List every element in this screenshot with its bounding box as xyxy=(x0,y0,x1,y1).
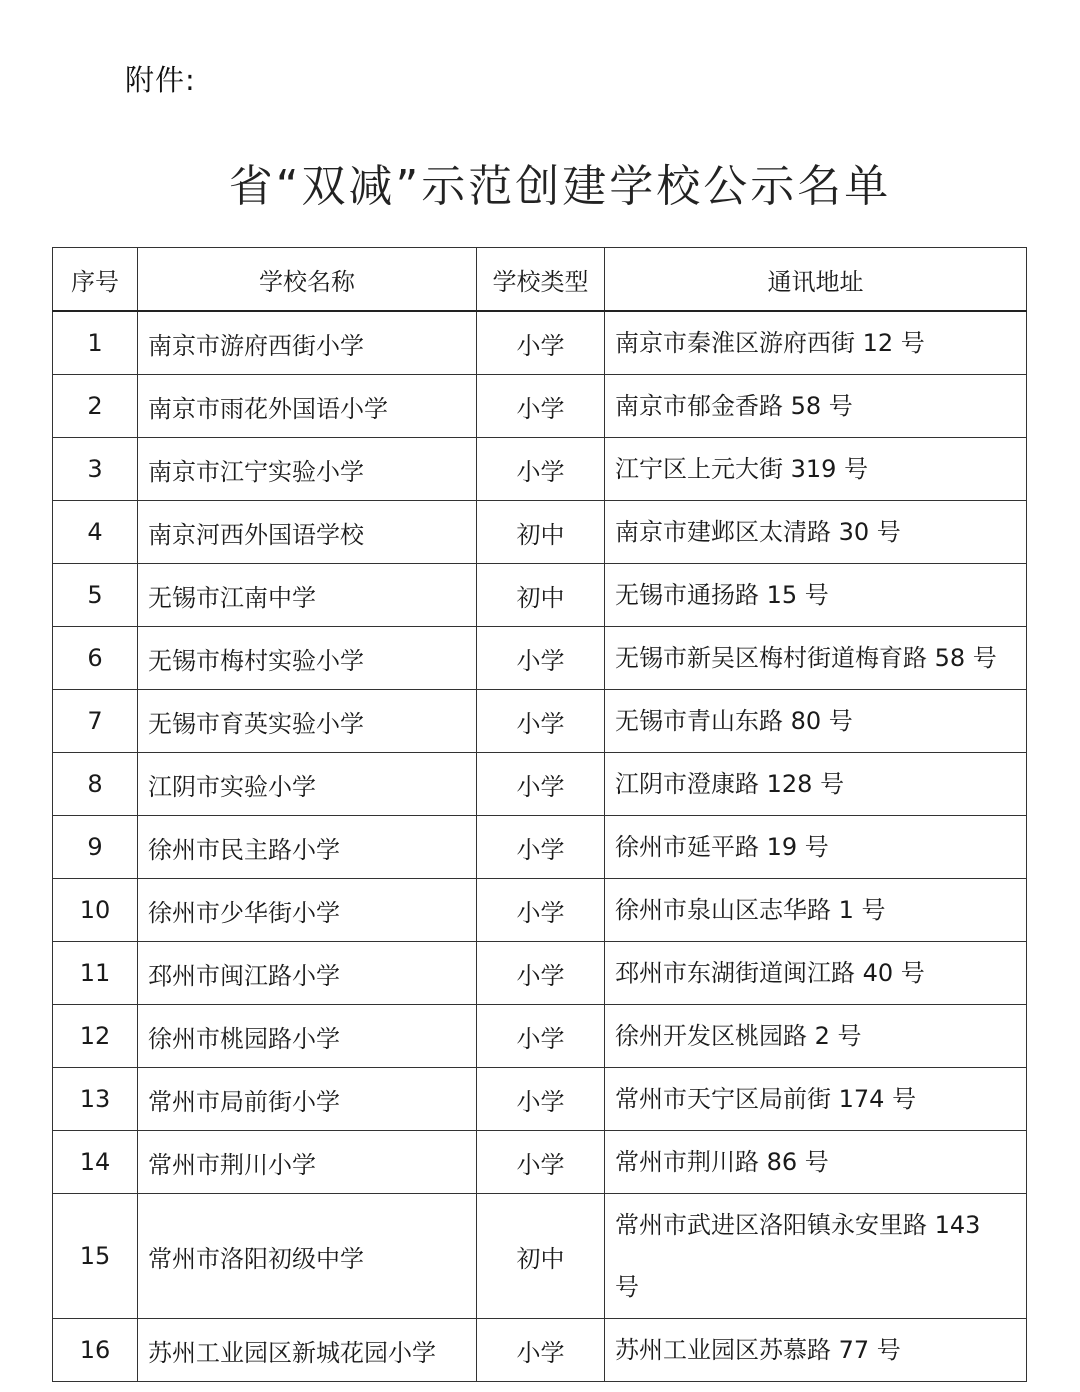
school-type: 初中 xyxy=(477,564,605,627)
school-type: 小学 xyxy=(477,879,605,942)
row-number: 1 xyxy=(53,311,138,375)
school-type: 小学 xyxy=(477,311,605,375)
school-name: 南京河西外国语学校 xyxy=(138,501,477,564)
row-number: 12 xyxy=(53,1005,138,1068)
table-row xyxy=(53,690,1027,753)
school-type: 初中 xyxy=(477,1194,605,1319)
school-address: 常州市天宁区局前街 174 号 xyxy=(605,1068,1027,1131)
school-address: 邳州市东湖街道闽江路 40 号 xyxy=(605,942,1027,1005)
school-address: 无锡市新吴区梅村街道梅育路 58 号 xyxy=(605,627,1027,690)
table-row xyxy=(53,1068,1027,1131)
school-address: 南京市建邺区太清路 30 号 xyxy=(605,501,1027,564)
table-row xyxy=(53,311,1027,375)
table-row xyxy=(53,1194,1027,1319)
table-row xyxy=(53,816,1027,879)
school-name: 苏州工业园区新城花园小学 xyxy=(138,1319,477,1382)
row-number: 9 xyxy=(53,816,138,879)
attachment-label: 附件: xyxy=(125,63,196,97)
school-type: 小学 xyxy=(477,627,605,690)
school-type: 小学 xyxy=(477,942,605,1005)
row-number: 11 xyxy=(53,942,138,1005)
school-name: 常州市局前街小学 xyxy=(138,1068,477,1131)
table-row xyxy=(53,375,1027,438)
school-address: 常州市武进区洛阳镇永安里路 143 号 xyxy=(605,1194,1027,1319)
table-row xyxy=(53,501,1027,564)
table-row xyxy=(53,627,1027,690)
row-number: 2 xyxy=(53,375,138,438)
school-name: 南京市游府西街小学 xyxy=(138,311,477,375)
row-number: 4 xyxy=(53,501,138,564)
school-type: 初中 xyxy=(477,501,605,564)
school-address: 南京市秦淮区游府西街 12 号 xyxy=(605,311,1027,375)
school-type: 小学 xyxy=(477,816,605,879)
school-address: 徐州市延平路 19 号 xyxy=(605,816,1027,879)
school-name: 无锡市育英实验小学 xyxy=(138,690,477,753)
school-name: 无锡市梅村实验小学 xyxy=(138,627,477,690)
school-type: 小学 xyxy=(477,1068,605,1131)
row-number: 16 xyxy=(53,1319,138,1382)
school-address: 徐州市泉山区志华路 1 号 xyxy=(605,879,1027,942)
table-row xyxy=(53,1131,1027,1194)
school-address: 苏州工业园区苏慕路 77 号 xyxy=(605,1319,1027,1382)
header-school-type: 学校类型 xyxy=(477,248,605,312)
school-type: 小学 xyxy=(477,1131,605,1194)
document-title: 省“双减”示范创建学校公示名单 xyxy=(228,161,892,212)
school-type: 小学 xyxy=(477,690,605,753)
header-address: 通讯地址 xyxy=(605,248,1027,312)
row-number: 7 xyxy=(53,690,138,753)
table-row xyxy=(53,942,1027,1005)
row-number: 5 xyxy=(53,564,138,627)
school-type: 小学 xyxy=(477,753,605,816)
school-address: 江阴市澄康路 128 号 xyxy=(605,753,1027,816)
school-name: 邳州市闽江路小学 xyxy=(138,942,477,1005)
school-name: 徐州市少华街小学 xyxy=(138,879,477,942)
school-address: 江宁区上元大街 319 号 xyxy=(605,438,1027,501)
table-header-row xyxy=(53,248,1027,312)
school-type: 小学 xyxy=(477,1319,605,1382)
row-number: 13 xyxy=(53,1068,138,1131)
school-address: 徐州开发区桃园路 2 号 xyxy=(605,1005,1027,1068)
school-name: 江阴市实验小学 xyxy=(138,753,477,816)
school-address: 常州市荆川路 86 号 xyxy=(605,1131,1027,1194)
row-number: 3 xyxy=(53,438,138,501)
school-name: 常州市洛阳初级中学 xyxy=(138,1194,477,1319)
school-list-table xyxy=(52,247,1027,1382)
row-number: 8 xyxy=(53,753,138,816)
row-number: 14 xyxy=(53,1131,138,1194)
row-number: 10 xyxy=(53,879,138,942)
table-row xyxy=(53,879,1027,942)
header-no: 序号 xyxy=(53,248,138,312)
school-name: 徐州市桃园路小学 xyxy=(138,1005,477,1068)
school-type: 小学 xyxy=(477,375,605,438)
table-row xyxy=(53,438,1027,501)
header-school-name: 学校名称 xyxy=(138,248,477,312)
school-name: 常州市荆川小学 xyxy=(138,1131,477,1194)
school-name: 徐州市民主路小学 xyxy=(138,816,477,879)
school-name: 南京市江宁实验小学 xyxy=(138,438,477,501)
school-type: 小学 xyxy=(477,1005,605,1068)
school-type: 小学 xyxy=(477,438,605,501)
table-row xyxy=(53,1005,1027,1068)
school-address: 无锡市青山东路 80 号 xyxy=(605,690,1027,753)
row-number: 6 xyxy=(53,627,138,690)
table-row xyxy=(53,753,1027,816)
school-address: 南京市郁金香路 58 号 xyxy=(605,375,1027,438)
table-row xyxy=(53,564,1027,627)
table-row xyxy=(53,1319,1027,1382)
school-address: 无锡市通扬路 15 号 xyxy=(605,564,1027,627)
school-name: 南京市雨花外国语小学 xyxy=(138,375,477,438)
row-number: 15 xyxy=(53,1194,138,1319)
school-name: 无锡市江南中学 xyxy=(138,564,477,627)
